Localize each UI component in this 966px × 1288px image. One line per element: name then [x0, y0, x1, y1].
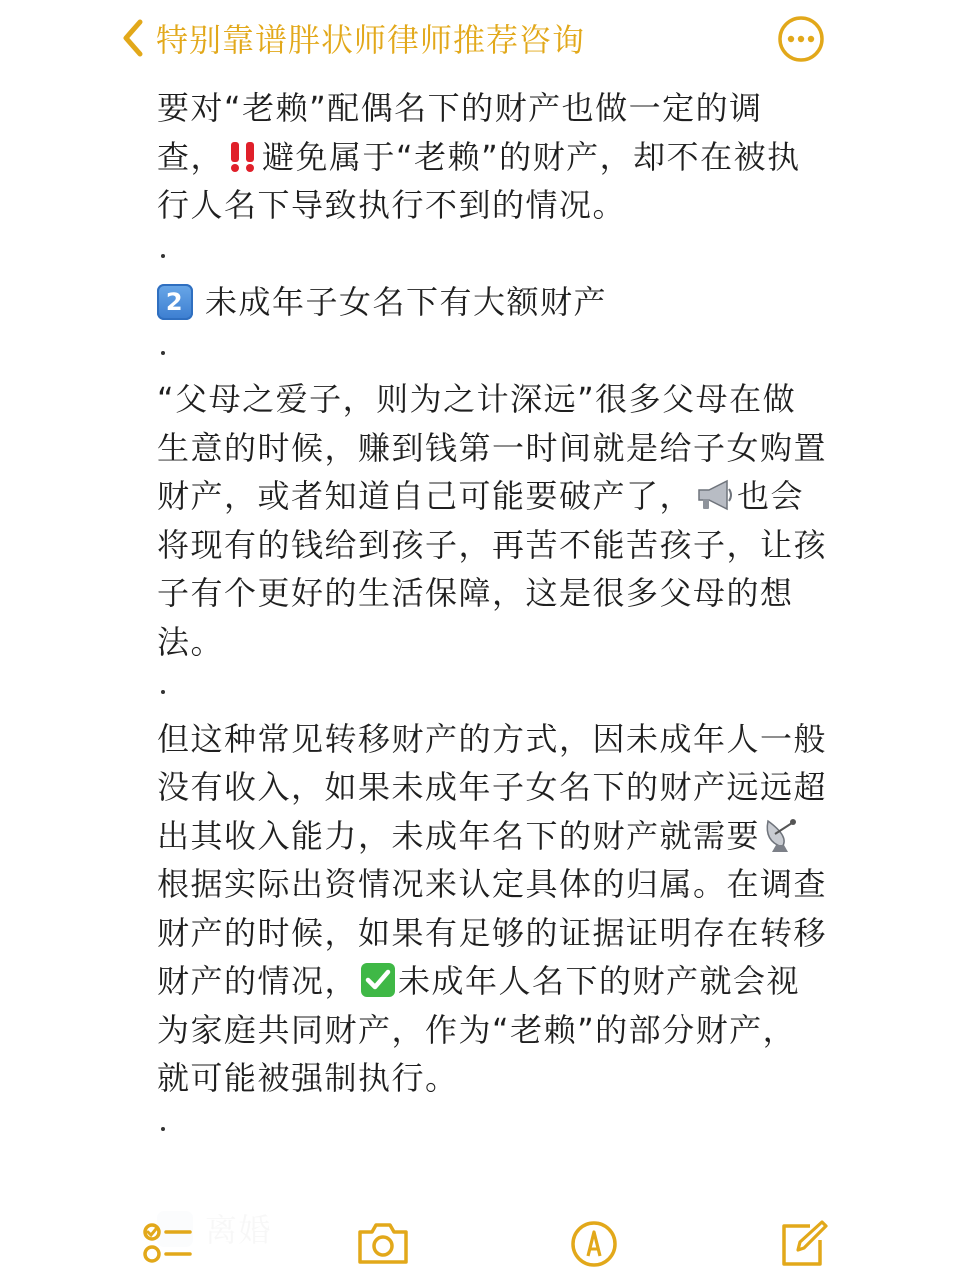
paragraph-text: 未成年人名下的财产就会视为家庭共同财产，作为“老赖”的部分财产，就可能被强制执行。 — [157, 962, 801, 1097]
dot-separator — [157, 666, 827, 715]
compose-icon — [776, 1218, 832, 1268]
compose-button[interactable] — [776, 1218, 832, 1268]
checklist-icon — [140, 1218, 196, 1268]
checklist-button[interactable] — [140, 1218, 196, 1268]
double-exclamation-icon — [226, 140, 260, 174]
camera-icon — [355, 1218, 411, 1268]
dot-separator — [157, 327, 827, 376]
keycap-number-icon: 2 — [157, 284, 193, 320]
dot-separator — [157, 230, 827, 279]
more-options-button[interactable] — [776, 14, 826, 64]
note-body[interactable] — [157, 84, 827, 1151]
section-heading-text: 未成年子女名下有大额财产 — [205, 283, 608, 321]
camera-button[interactable] — [355, 1218, 411, 1268]
satellite-dish-icon — [762, 815, 802, 853]
section-heading-minor-assets — [157, 278, 827, 327]
paragraph-text: 要对“老赖”配偶名下的财产也做一定的调查， — [157, 89, 763, 176]
paragraph-text: 但这种常见转移财产的方式，因未成年人一般没有收入，如果未成年子女名下的财产远远超出其收入能力，未成年名下的财产就需要 — [157, 719, 828, 855]
megaphone-icon — [695, 477, 735, 513]
paragraph-asset-transfer — [157, 715, 827, 1103]
dot-separator — [157, 1103, 827, 1152]
pen-markup-icon — [566, 1218, 622, 1268]
more-options-icon — [776, 14, 826, 64]
back-button[interactable] — [120, 14, 585, 62]
paragraph-spouse-assets — [157, 84, 827, 230]
bottom-toolbar — [0, 1196, 966, 1288]
chevron-left-icon — [120, 18, 146, 58]
markup-button[interactable] — [566, 1218, 622, 1268]
paragraph-text: 也会将现有的钱给到孩子，再苦不能苦孩子，让孩子有个更好的生活保障，这是很多父母的想法。 — [157, 477, 828, 661]
top-navigation-bar — [0, 0, 966, 80]
paragraph-text: “父母之爱子，则为之计深远”很多父母在做生意的时候，赚到钱第一时间就是给子女购置财产，或者知道自己可能要破产了， — [157, 380, 828, 515]
paragraph-text: 根据实际出资情况来认定具体的归属。在调查财产的时候，如果有足够的证据证明存在转移财产的情况， — [157, 865, 828, 1000]
check-mark-button-icon — [360, 962, 396, 998]
paragraph-parents-love — [157, 375, 827, 666]
back-label: 特别靠谱胖状师律师推荐咨询 — [156, 21, 586, 59]
paragraph-text: 避免属于“老赖”的财产，却不在被执行人名下导致执行不到的情况。 — [157, 137, 801, 224]
